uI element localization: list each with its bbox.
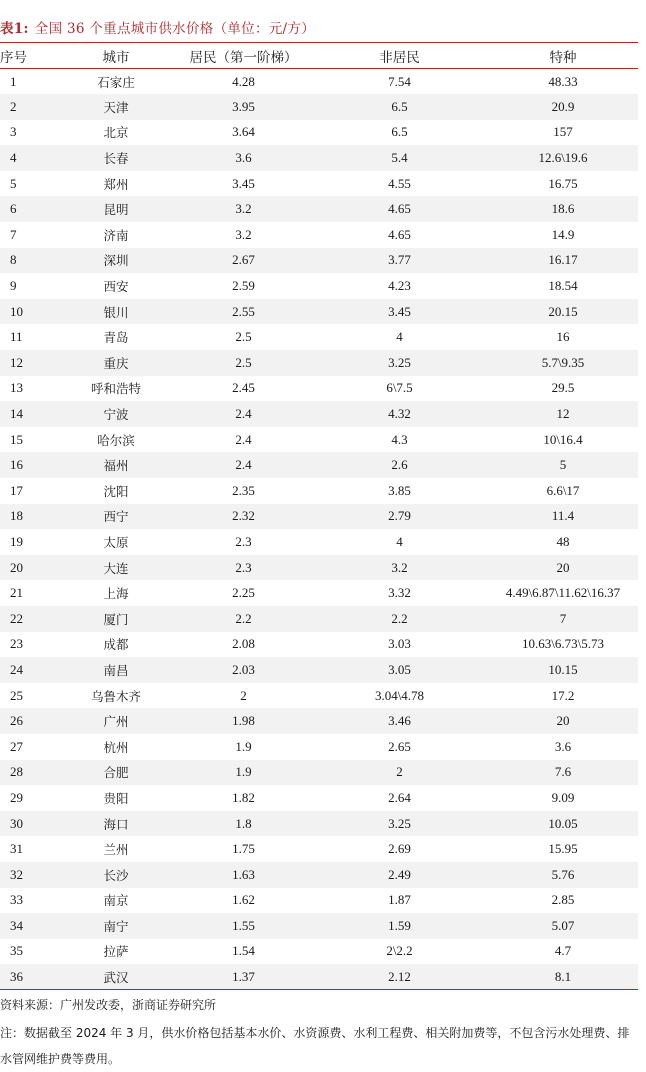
cell-city: 北京 (56, 120, 176, 146)
table-row (0, 888, 638, 914)
cell-non-resident: 4 (311, 529, 488, 555)
cell-special: 12.6\19.6 (488, 145, 638, 171)
cell-index: 7 (0, 222, 56, 248)
cell-non-resident: 4.23 (311, 273, 488, 299)
cell-city: 长沙 (56, 862, 176, 888)
cell-special: 4.7 (488, 939, 638, 965)
table-row (0, 350, 638, 376)
cell-index: 32 (0, 862, 56, 888)
cell-city: 银川 (56, 299, 176, 325)
cell-index: 4 (0, 145, 56, 171)
cell-special: 5.07 (488, 913, 638, 939)
cell-city: 广州 (56, 708, 176, 734)
cell-resident: 2.3 (176, 529, 311, 555)
cell-special: 10.15 (488, 657, 638, 683)
cell-special: 20 (488, 555, 638, 581)
table-title (0, 17, 315, 39)
cell-index: 13 (0, 376, 56, 402)
cell-non-resident: 6.5 (311, 94, 488, 120)
table-row (0, 401, 638, 427)
cell-resident: 2 (176, 683, 311, 709)
table-row (0, 632, 638, 658)
cell-special: 16 (488, 324, 638, 350)
cell-resident: 3.6 (176, 145, 311, 171)
cell-special: 10.63\6.73\5.73 (488, 632, 638, 658)
cell-city: 合肥 (56, 760, 176, 786)
cell-index: 20 (0, 555, 56, 581)
table-row (0, 376, 638, 402)
cell-non-resident: 3.04\4.78 (311, 683, 488, 709)
cell-non-resident: 2.65 (311, 734, 488, 760)
cell-special: 5.7\9.35 (488, 350, 638, 376)
cell-resident: 1.75 (176, 836, 311, 862)
cell-index: 25 (0, 683, 56, 709)
cell-index: 2 (0, 94, 56, 120)
cell-special: 48.33 (488, 69, 638, 95)
cell-special: 6.6\17 (488, 478, 638, 504)
cell-special: 20.15 (488, 299, 638, 325)
cell-city: 西安 (56, 273, 176, 299)
cell-special: 15.95 (488, 836, 638, 862)
cell-city: 呼和浩特 (56, 376, 176, 402)
cell-non-resident: 3.25 (311, 811, 488, 837)
cell-resident: 4.28 (176, 69, 311, 95)
cell-non-resident: 2.12 (311, 964, 488, 990)
cell-index: 34 (0, 913, 56, 939)
cell-non-resident: 2 (311, 760, 488, 786)
cell-special: 157 (488, 120, 638, 146)
cell-non-resident: 3.85 (311, 478, 488, 504)
cell-resident: 2.03 (176, 657, 311, 683)
cell-resident: 2.08 (176, 632, 311, 658)
cell-index: 19 (0, 529, 56, 555)
cell-index: 10 (0, 299, 56, 325)
cell-resident: 1.37 (176, 964, 311, 990)
cell-non-resident: 4 (311, 324, 488, 350)
cell-index: 31 (0, 836, 56, 862)
table-row (0, 504, 638, 530)
cell-non-resident: 3.03 (311, 632, 488, 658)
table-row (0, 657, 638, 683)
cell-city: 石家庄 (56, 69, 176, 95)
cell-city: 宁波 (56, 401, 176, 427)
table-row (0, 734, 638, 760)
cell-city: 兰州 (56, 836, 176, 862)
cell-index: 15 (0, 427, 56, 453)
cell-resident: 2.67 (176, 248, 311, 274)
cell-non-resident: 6.5 (311, 120, 488, 146)
cell-index: 35 (0, 939, 56, 965)
cell-city: 哈尔滨 (56, 427, 176, 453)
cell-index: 18 (0, 504, 56, 530)
footnote: 注：数据截至 2024 年 3 月，供水价格包括基本水价、水资源费、水利工程费、相关附加费等，不包含污水处理费、排水管网维护费等费用。 (0, 1026, 630, 1066)
cell-city: 昆明 (56, 196, 176, 222)
cell-non-resident: 3.77 (311, 248, 488, 274)
cell-resident: 1.62 (176, 888, 311, 914)
table-row (0, 836, 638, 862)
table-row (0, 555, 638, 581)
cell-non-resident: 3.32 (311, 580, 488, 606)
cell-index: 14 (0, 401, 56, 427)
cell-city: 郑州 (56, 171, 176, 197)
cell-non-resident: 4.65 (311, 222, 488, 248)
cell-index: 24 (0, 657, 56, 683)
cell-index: 5 (0, 171, 56, 197)
header-resident: 居民（第一阶梯） (176, 43, 311, 69)
cell-special: 9.09 (488, 785, 638, 811)
cell-special: 16.17 (488, 248, 638, 274)
cell-resident: 2.4 (176, 401, 311, 427)
table-row (0, 222, 638, 248)
cell-non-resident: 4.32 (311, 401, 488, 427)
table-header-row (0, 43, 638, 69)
cell-city: 厦门 (56, 606, 176, 632)
cell-special: 20.9 (488, 94, 638, 120)
header-city: 城市 (56, 43, 176, 69)
table-body (0, 69, 638, 990)
cell-resident: 3.45 (176, 171, 311, 197)
table-row (0, 964, 638, 990)
cell-non-resident: 7.54 (311, 69, 488, 95)
cell-index: 17 (0, 478, 56, 504)
cell-index: 28 (0, 760, 56, 786)
table-row (0, 171, 638, 197)
cell-special: 3.6 (488, 734, 638, 760)
table-row (0, 478, 638, 504)
cell-non-resident: 2.79 (311, 504, 488, 530)
cell-city: 武汉 (56, 964, 176, 990)
table-row (0, 529, 638, 555)
cell-resident: 1.55 (176, 913, 311, 939)
cell-resident: 1.9 (176, 734, 311, 760)
cell-index: 27 (0, 734, 56, 760)
cell-city: 长春 (56, 145, 176, 171)
cell-resident: 3.64 (176, 120, 311, 146)
cell-index: 22 (0, 606, 56, 632)
table-row (0, 120, 638, 146)
cell-index: 33 (0, 888, 56, 914)
table-title-text: 全国 36 个重点城市供水价格（单位：元/方） (34, 21, 315, 37)
cell-resident: 3.2 (176, 196, 311, 222)
cell-index: 23 (0, 632, 56, 658)
cell-city: 成都 (56, 632, 176, 658)
cell-non-resident: 1.87 (311, 888, 488, 914)
cell-special: 18.6 (488, 196, 638, 222)
cell-non-resident: 2.69 (311, 836, 488, 862)
cell-special: 18.54 (488, 273, 638, 299)
table-row (0, 196, 638, 222)
cell-special: 2.85 (488, 888, 638, 914)
source-note: 资料来源：广州发改委，浙商证券研究所 (0, 998, 217, 1012)
cell-index: 26 (0, 708, 56, 734)
header-special: 特种 (488, 43, 638, 69)
cell-resident: 1.9 (176, 760, 311, 786)
table-row (0, 273, 638, 299)
cell-city: 南宁 (56, 913, 176, 939)
cell-index: 3 (0, 120, 56, 146)
cell-city: 重庆 (56, 350, 176, 376)
table-title-label: 表1: (0, 21, 29, 37)
cell-special: 16.75 (488, 171, 638, 197)
table-row (0, 939, 638, 965)
cell-resident: 2.59 (176, 273, 311, 299)
cell-city: 拉萨 (56, 939, 176, 965)
cell-city: 杭州 (56, 734, 176, 760)
cell-resident: 2.5 (176, 324, 311, 350)
header-index: 序号 (0, 43, 56, 69)
cell-city: 大连 (56, 555, 176, 581)
cell-non-resident: 6\7.5 (311, 376, 488, 402)
cell-resident: 2.4 (176, 452, 311, 478)
cell-resident: 1.63 (176, 862, 311, 888)
table-row (0, 785, 638, 811)
cell-non-resident: 3.45 (311, 299, 488, 325)
table-row (0, 248, 638, 274)
cell-resident: 3.95 (176, 94, 311, 120)
cell-special: 20 (488, 708, 638, 734)
cell-city: 福州 (56, 452, 176, 478)
cell-resident: 2.5 (176, 350, 311, 376)
cell-city: 西宁 (56, 504, 176, 530)
cell-special: 14.9 (488, 222, 638, 248)
cell-index: 21 (0, 580, 56, 606)
cell-non-resident: 2.2 (311, 606, 488, 632)
cell-city: 海口 (56, 811, 176, 837)
cell-special: 29.5 (488, 376, 638, 402)
table-row (0, 324, 638, 350)
cell-non-resident: 3.05 (311, 657, 488, 683)
cell-index: 11 (0, 324, 56, 350)
cell-resident: 1.82 (176, 785, 311, 811)
cell-city: 济南 (56, 222, 176, 248)
cell-resident: 2.35 (176, 478, 311, 504)
cell-non-resident: 3.25 (311, 350, 488, 376)
cell-city: 深圳 (56, 248, 176, 274)
cell-city: 南昌 (56, 657, 176, 683)
table-row (0, 683, 638, 709)
cell-special: 12 (488, 401, 638, 427)
cell-special: 7.6 (488, 760, 638, 786)
cell-non-resident: 5.4 (311, 145, 488, 171)
cell-city: 天津 (56, 94, 176, 120)
cell-city: 太原 (56, 529, 176, 555)
cell-special: 10.05 (488, 811, 638, 837)
cell-special: 4.49\6.87\11.62\16.37 (488, 580, 638, 606)
cell-non-resident: 4.55 (311, 171, 488, 197)
table-row (0, 913, 638, 939)
cell-non-resident: 3.46 (311, 708, 488, 734)
cell-city: 南京 (56, 888, 176, 914)
cell-index: 8 (0, 248, 56, 274)
table-row (0, 580, 638, 606)
table-row (0, 427, 638, 453)
table-row (0, 299, 638, 325)
cell-resident: 2.3 (176, 555, 311, 581)
cell-resident: 2.4 (176, 427, 311, 453)
cell-special: 7 (488, 606, 638, 632)
cell-special: 5.76 (488, 862, 638, 888)
cell-index: 1 (0, 69, 56, 95)
table-row (0, 760, 638, 786)
cell-index: 6 (0, 196, 56, 222)
cell-city: 沈阳 (56, 478, 176, 504)
cell-city: 青岛 (56, 324, 176, 350)
cell-index: 36 (0, 964, 56, 990)
cell-non-resident: 3.2 (311, 555, 488, 581)
cell-resident: 1.98 (176, 708, 311, 734)
cell-special: 5 (488, 452, 638, 478)
table-row (0, 94, 638, 120)
header-non-resident: 非居民 (311, 43, 488, 69)
cell-resident: 2.55 (176, 299, 311, 325)
table-row (0, 69, 638, 95)
cell-index: 12 (0, 350, 56, 376)
cell-resident: 1.8 (176, 811, 311, 837)
table-row (0, 145, 638, 171)
table-row (0, 862, 638, 888)
cell-city: 贵阳 (56, 785, 176, 811)
cell-non-resident: 2.6 (311, 452, 488, 478)
cell-city: 乌鲁木齐 (56, 683, 176, 709)
cell-special: 48 (488, 529, 638, 555)
cell-special: 10\16.4 (488, 427, 638, 453)
cell-resident: 2.25 (176, 580, 311, 606)
table-row (0, 606, 638, 632)
cell-index: 30 (0, 811, 56, 837)
cell-non-resident: 2.49 (311, 862, 488, 888)
cell-index: 29 (0, 785, 56, 811)
cell-index: 16 (0, 452, 56, 478)
water-price-table (0, 42, 638, 990)
cell-non-resident: 2.64 (311, 785, 488, 811)
cell-resident: 3.2 (176, 222, 311, 248)
table-row (0, 708, 638, 734)
cell-special: 8.1 (488, 964, 638, 990)
table-row (0, 452, 638, 478)
cell-city: 上海 (56, 580, 176, 606)
cell-special: 17.2 (488, 683, 638, 709)
cell-non-resident: 4.3 (311, 427, 488, 453)
cell-resident: 2.45 (176, 376, 311, 402)
cell-resident: 2.32 (176, 504, 311, 530)
cell-resident: 1.54 (176, 939, 311, 965)
cell-index: 9 (0, 273, 56, 299)
table-row (0, 811, 638, 837)
cell-non-resident: 1.59 (311, 913, 488, 939)
cell-special: 11.4 (488, 504, 638, 530)
cell-non-resident: 4.65 (311, 196, 488, 222)
cell-resident: 2.2 (176, 606, 311, 632)
cell-non-resident: 2\2.2 (311, 939, 488, 965)
